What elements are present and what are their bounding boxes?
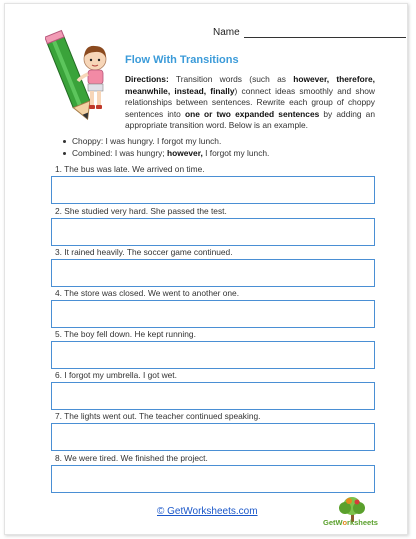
transition-words: however, therefore, meanwhile, instead, finally (125, 74, 375, 96)
worksheet-page (4, 3, 408, 535)
name-field (213, 27, 406, 38)
answer-box-7[interactable] (51, 423, 375, 451)
expanded-sentences-phrase: one or two expanded sentences (184, 108, 320, 119)
question-5: 5. The boy fell down. He kept running. (55, 329, 196, 339)
answer-box-8[interactable] (51, 465, 375, 493)
name-line[interactable] (244, 28, 406, 38)
question-8: 8. We were tired. We finished the project. (55, 453, 208, 463)
example-choppy: Choppy: I was hungry. I forgot my lunch. (63, 136, 269, 148)
question-3: 3. It rained heavily. The soccer game continued. (55, 247, 233, 257)
answer-box-4[interactable] (51, 300, 375, 328)
worksheet-title: Flow With Transitions (125, 54, 239, 66)
question-6: 6. I forgot my umbrella. I got wet. (55, 370, 177, 380)
footer-copyright-link[interactable]: © GetWorksheets.com (157, 506, 258, 517)
pencil-girl-illustration (45, 25, 121, 125)
directions-text-2: ) connect ideas smoothly and show relationships between sentences. Rewrite each group of choppy sentences into (125, 85, 375, 119)
name-label: Name (213, 27, 240, 38)
combined-prefix: Combined: I was hungry; (72, 147, 167, 158)
answer-box-2[interactable] (51, 218, 375, 246)
logo-text-b: o (342, 518, 348, 527)
question-2: 2. She studied very hard. She passed the test. (55, 206, 227, 216)
question-1: 1. The bus was late. We arrived on time. (55, 164, 205, 174)
directions-label: Directions: (125, 74, 169, 84)
directions-text (125, 74, 375, 132)
answer-box-3[interactable] (51, 259, 375, 287)
combined-suffix: I forgot my lunch. (202, 147, 270, 158)
question-4: 4. The store was closed. We went to another one. (55, 288, 240, 298)
example-list (63, 136, 269, 159)
combined-transition: however, (166, 147, 203, 158)
question-7: 7. The lights went out. The teacher continued speaking. (55, 411, 261, 421)
logo-text-a: GetW (323, 518, 343, 527)
directions-text-3: by adding an appropriate transition word. Below is an example. (125, 108, 375, 131)
directions-text-1: Transition words (such as (168, 74, 294, 84)
logo-wordmark (323, 518, 378, 527)
answer-box-5[interactable] (51, 341, 375, 369)
logo-text-c: rksheets (347, 518, 378, 527)
answer-box-1[interactable] (51, 176, 375, 204)
answer-box-6[interactable] (51, 382, 375, 410)
example-combined (63, 148, 269, 160)
